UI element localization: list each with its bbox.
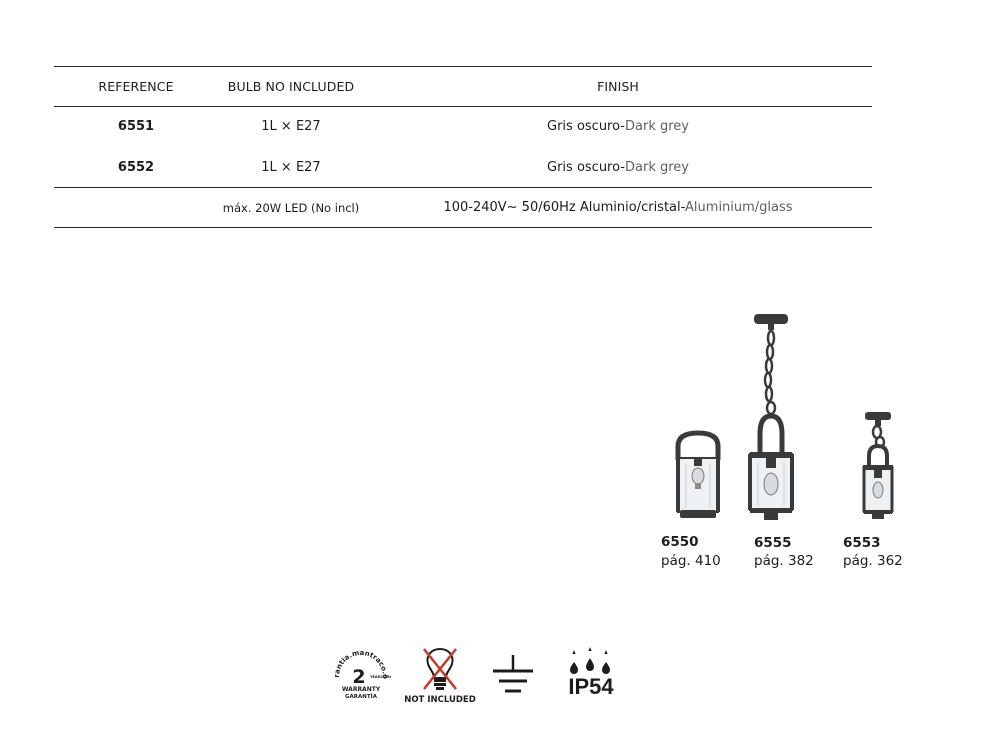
related-code: 6550 [661,534,699,550]
row-reference: 6552 [117,160,155,175]
water-drops-icon [563,646,619,676]
svg-text:GARANTÍA: GARANTÍA [345,694,377,700]
earth-ground-icon [490,653,536,695]
related-page: pág. 410 [661,553,721,569]
svg-text:WARRANTY: WARRANTY [341,686,381,693]
footer-spec: 100-240V~ 50/60Hz Aluminio/cristal-Aluminium/glass [443,200,793,215]
header-rule [54,106,872,107]
row-finish: Gris oscuro-Dark grey [547,160,689,175]
svg-text:YEARS AÑOS: YEARS AÑ [370,675,390,679]
warranty-badge [331,647,391,703]
header-finish: FINISH [597,79,639,94]
footer-rule [54,187,872,188]
row-bulb: 1L × E27 [261,160,321,175]
warranty-seal-icon [331,647,391,703]
chain-pendant-lantern-icon [746,312,796,528]
related-page: pág. 362 [843,553,903,569]
row-reference: 6551 [117,119,155,134]
svg-text:2: 2 [352,666,366,688]
header-bulb: BULB NO INCLUDED [227,79,355,94]
related-page: pág. 382 [754,553,814,569]
ip-rating-label: IP54 [568,674,614,699]
header-reference: REFERENCE [98,79,174,94]
bulb-not-included-badge [402,645,478,709]
row-finish: Gris oscuro-Dark grey [547,119,689,134]
row-bulb: 1L × E27 [261,119,321,134]
ip54-badge [563,646,619,702]
bollard-lantern-icon [672,430,724,526]
footer-power: máx. 20W LED (No incl) [222,201,360,215]
related-code: 6553 [843,535,881,551]
crossed-bulb-icon [402,645,478,693]
svg-text:garantia.mantraco.org: rantia.mantraco.o [332,648,390,680]
not-included-label: NOT INCLUDED [404,695,476,705]
related-code: 6555 [754,535,792,551]
table-bottom-rule [54,227,872,228]
table-top-rule [54,66,872,67]
ceiling-lantern-icon [861,410,895,526]
